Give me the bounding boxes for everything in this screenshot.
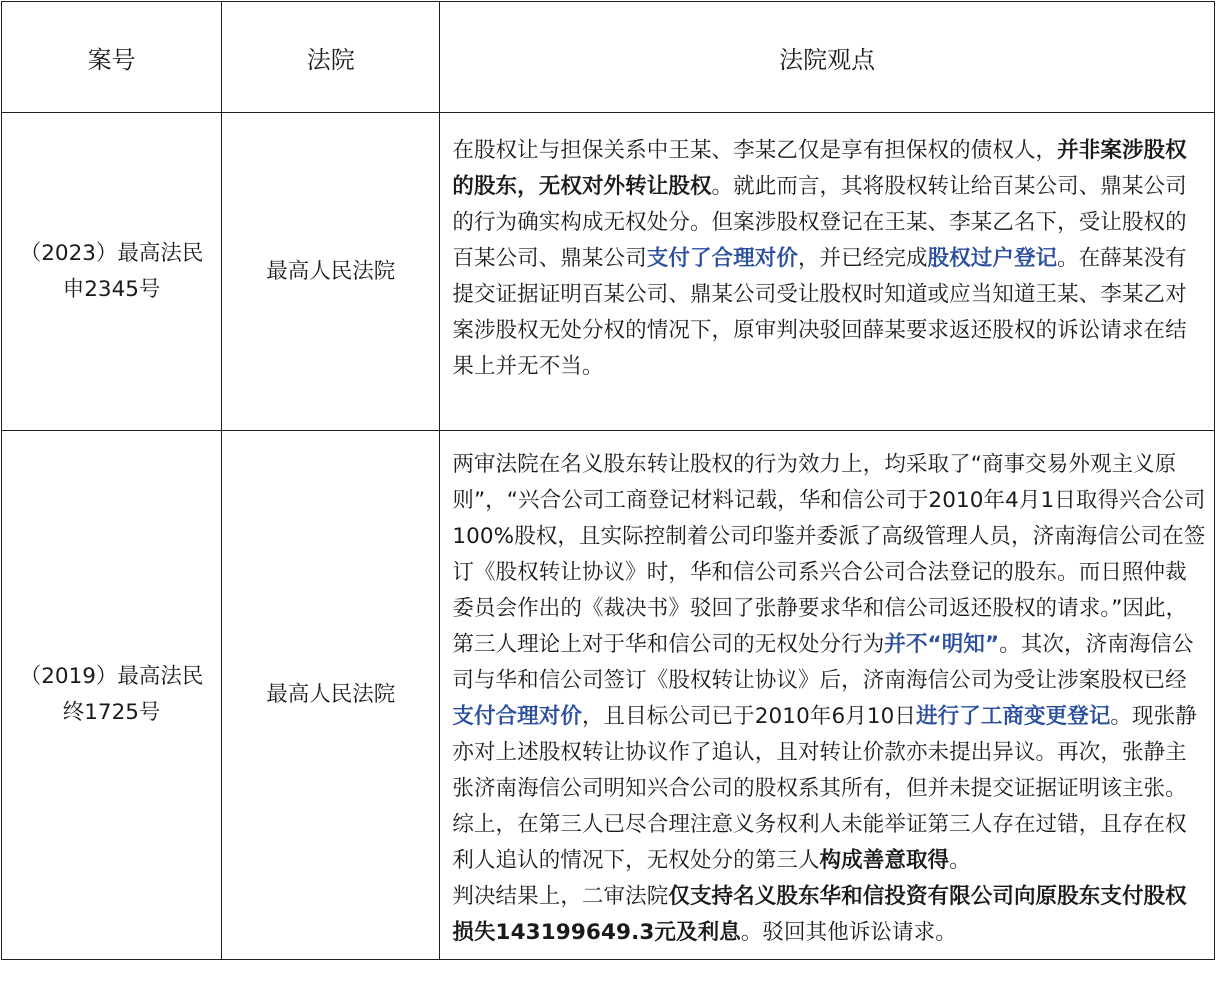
text-segment: 在股权让与担保关系中王某、李某乙仅是享有担保权的债权人，	[452, 138, 1058, 163]
text-segment: 。其次，济南海信公司与华和信公司签订《股权转让协议》后，济南海信公司为受让涉案股权已经	[452, 632, 1194, 693]
header-row	[2, 2, 1215, 113]
court-name: 最高人民法院	[266, 682, 396, 707]
header-case-no: 案号	[2, 2, 222, 113]
court-name: 最高人民法院	[266, 258, 396, 284]
highlight-text: 股权过户登记	[927, 246, 1058, 271]
text-segment: ，且目标公司已于2010年6月10日	[581, 704, 917, 729]
court-view-cell	[440, 113, 1215, 431]
court-view-text	[452, 133, 1208, 385]
highlight-text: 进行了工商变更登记	[916, 704, 1111, 729]
court-view-cell	[440, 431, 1215, 960]
table-row	[2, 113, 1215, 431]
highlight-text: 支付合理对价	[452, 704, 582, 729]
table-row	[2, 431, 1215, 960]
text-segment: 。现张静亦对上述股权转让协议作了追认，且对转让价款亦未提出异议。再次，张静主张济南海信公司明知兴合公司的股权系其所有，但并未提交证据证明该主张。综上，在第三人已尽合理注意义务权利人未能举证第三人存在过错，且存在权利人追认的情况下，无权处分的第三人	[452, 704, 1197, 873]
case-number-cell	[2, 113, 222, 431]
case-number: （2023）最高法民申2345号	[19, 240, 204, 302]
header-view: 法院观点	[440, 2, 1215, 113]
text-segment: 。	[949, 848, 971, 873]
court-cell	[222, 431, 440, 960]
text-segment: 。在薛某没有提交证据证明百某公司、鼎某公司受让股权时知道或应当知道王某、李某乙对案涉股权无处分权的情况下，原审判决驳回薛某要求返还股权的诉讼请求在结果上并无不当。	[452, 246, 1187, 379]
case-number: （2019）最高法民终1725号	[19, 664, 204, 725]
text-segment: ，并已经完成	[797, 246, 928, 271]
emphasis-text: 并非案涉股权的股东，无权对外转让股权	[452, 138, 1187, 199]
case-number-cell	[2, 431, 222, 960]
highlight-text: 支付了合理对价	[646, 246, 798, 271]
emphasis-text: 构成善意取得	[819, 848, 950, 873]
header-court: 法院	[222, 2, 440, 113]
court-cell	[222, 113, 440, 431]
highlight-text: 并不“明知”	[884, 632, 1000, 657]
text-segment: 两审法院在名义股东转让股权的行为效力上，均采取了“商事交易外观主义原则”，“兴合公司工商登记材料记载，华和信公司于2010年4月1日取得兴合公司100%股权，且实际控制着公司印鉴并委派了高级管理人员，济南海信公司在签订《股权转让协议》时，华和信公司系兴合公司合法登记的股东。而日照仲裁委员会作出的《裁决书》驳回了张静要求华和信公司返还股权的请求。”因此，第三人理论上对于华和信公司的无权处分行为	[452, 452, 1206, 657]
case-table	[1, 1, 1215, 960]
text-segment: 判决结果上，二审法院	[452, 884, 669, 909]
text-segment: 。驳回其他诉讼请求。	[740, 920, 957, 945]
text-segment: 。就此而言，其将股权转让给百某公司、鼎某公司的行为确实构成无权处分。但案涉股权登记在王某、李某乙名下，受让股权的百某公司、鼎某公司	[452, 174, 1187, 271]
emphasis-text: 仅支持名义股东华和信投资有限公司向原股东支付股权损失143199649.3元及利息	[452, 884, 1187, 945]
court-view-text	[452, 447, 1208, 951]
